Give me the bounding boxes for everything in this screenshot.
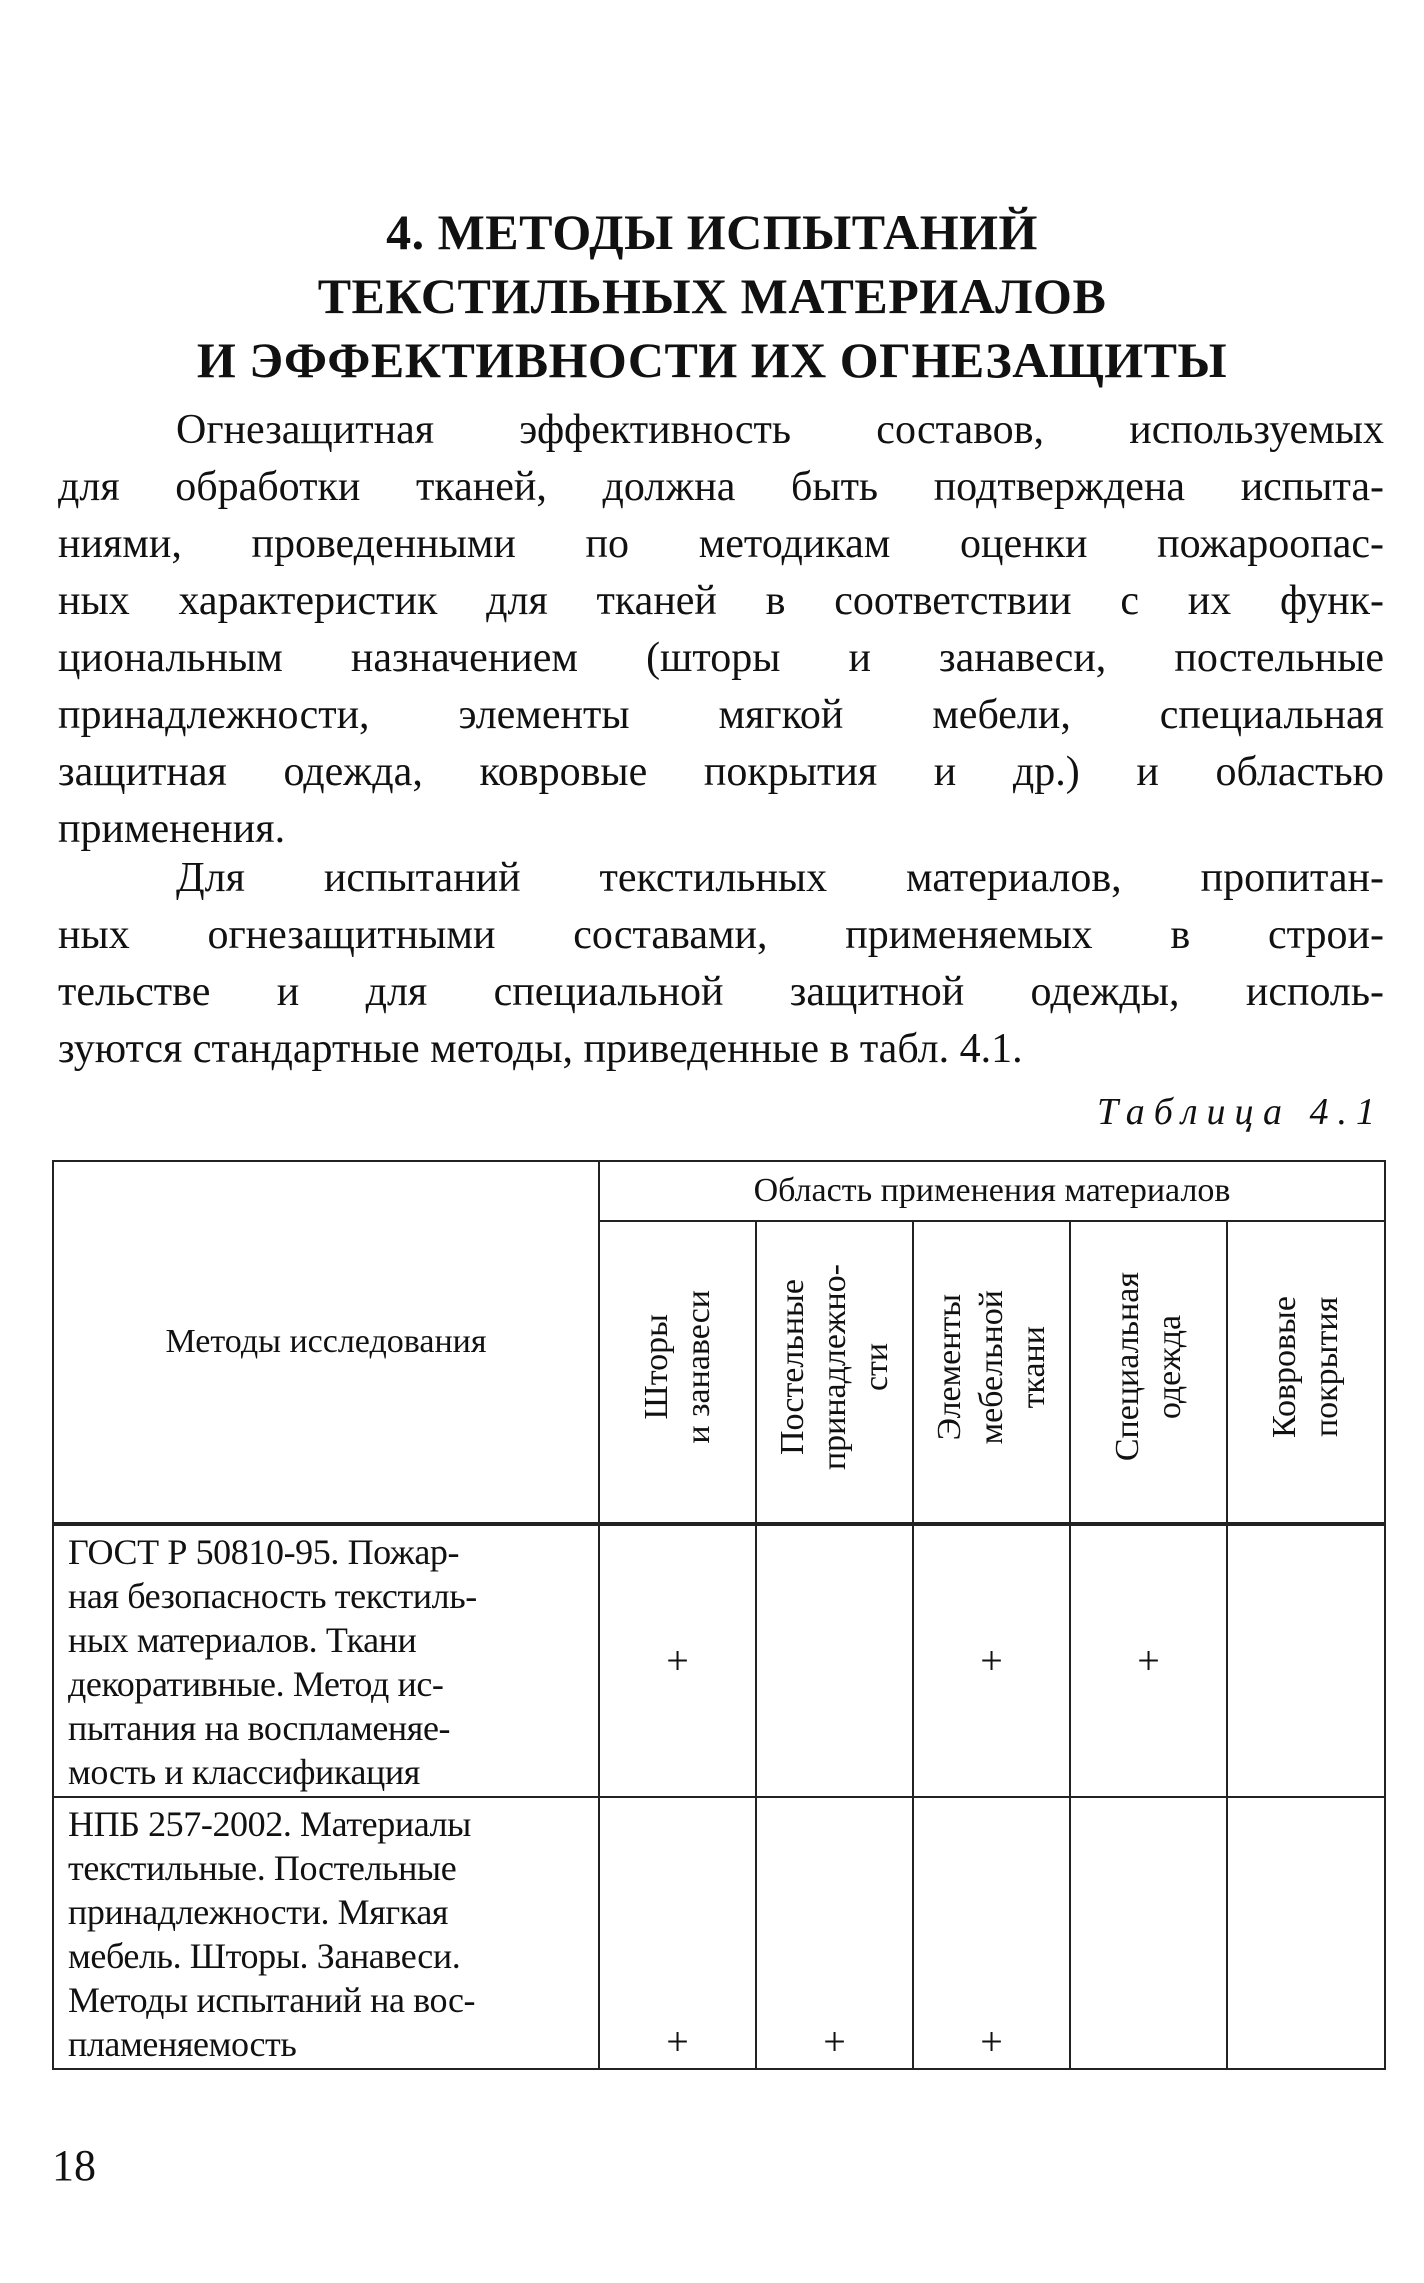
table-row [53, 1797, 1385, 2069]
heading-line: И ЭФФЕКТИВНОСТИ ИХ ОГНЕЗАЩИТЫ [196, 332, 1228, 388]
heading-line: ТЕКСТИЛЬНЫХ МАТЕРИАЛОВ [317, 268, 1107, 324]
column-header-line: Ковровые [1266, 1295, 1304, 1439]
table-row [53, 1524, 1385, 1797]
paragraph-line: ных характеристик для тканей в соответствии с их функ- [58, 578, 1384, 624]
table-header-row [53, 1161, 1385, 1221]
column-header-line: мебельной [972, 1289, 1010, 1445]
column-header [1227, 1221, 1385, 1524]
table-caption: Таблица 4.1 [1097, 1091, 1384, 1133]
mark-cell: + [599, 1797, 756, 2069]
method-line: ГОСТ Р 50810-95. Пожар- [68, 1532, 460, 1572]
paragraph-line: циональным назначением (шторы и занавеси, постельные [58, 635, 1384, 681]
method-cell [53, 1524, 599, 1797]
page-number: 18 [52, 2141, 96, 2190]
column-header-line: ткани [1014, 1325, 1052, 1409]
paragraph-2 [58, 850, 1384, 1078]
method-line: мебель. Шторы. Занавеси. [68, 1936, 461, 1976]
column-header-line: Специальная [1108, 1272, 1146, 1462]
mark-cell: + [913, 1797, 1070, 2069]
paragraph-line: зуются стандартные методы, приведенные в табл. 4.1. [58, 1026, 1023, 1072]
mark-cell [1070, 1797, 1227, 2069]
method-cell [53, 1797, 599, 2069]
mark-cell [1227, 1524, 1385, 1797]
column-header [599, 1221, 756, 1524]
mark-cell [756, 1524, 913, 1797]
group-header: Область применения материалов [599, 1161, 1385, 1221]
paragraph-line: защитная одежда, ковровые покрытия и др.) и областью [58, 749, 1384, 795]
column-header-line: одежда [1150, 1314, 1188, 1420]
method-line: ных материалов. Ткани [68, 1620, 417, 1660]
paragraph-line: ных огнезащитными составами, применяемых в строи- [58, 912, 1384, 958]
paragraph-line: Огнезащитная эффективность составов, используемых [176, 407, 1384, 453]
paragraph-line: Для испытаний текстильных материалов, пропитан- [176, 855, 1384, 901]
paragraph-1 [58, 402, 1384, 858]
paragraph-line: тельстве и для специальной защитной одежды, исполь- [58, 969, 1384, 1015]
column-header-line: покрытия [1308, 1296, 1346, 1438]
method-line: ная безопасность текстиль- [68, 1576, 477, 1616]
methods-table [52, 1160, 1386, 2070]
method-line: пытания на воспламеняе- [68, 1708, 451, 1748]
mark-cell: + [756, 1797, 913, 2069]
method-line: НПБ 257-2002. Материалы [68, 1804, 471, 1844]
column-header [913, 1221, 1070, 1524]
column-header-line: и занавеси [679, 1290, 717, 1444]
mark-cell [1227, 1797, 1385, 2069]
paragraph-line: для обработки тканей, должна быть подтверждена испыта- [58, 464, 1384, 510]
column-header-line: Шторы [637, 1314, 675, 1420]
mark-cell: + [913, 1524, 1070, 1797]
heading-line: 4. МЕТОДЫ ИСПЫТАНИЙ [386, 204, 1038, 260]
corner-header: Методы исследования [53, 1161, 599, 1524]
paragraph-line: принадлежности, элементы мягкой мебели, специальная [58, 692, 1384, 738]
paragraph-line: применения. [58, 806, 286, 852]
method-line: Методы испытаний на вос- [68, 1980, 476, 2020]
column-header [756, 1221, 913, 1524]
mark-cell: + [599, 1524, 756, 1797]
method-line: принадлежности. Мягкая [68, 1892, 449, 1932]
column-header-line: Элементы [930, 1293, 968, 1441]
paragraph-line: ниями, проведенными по методикам оценки пожароопас- [58, 521, 1384, 567]
mark-cell: + [1070, 1524, 1227, 1797]
column-header-line: Постельные [773, 1278, 811, 1456]
method-line: текстильные. Постельные [68, 1848, 457, 1888]
column-header-line: сти [857, 1342, 895, 1392]
column-header [1070, 1221, 1227, 1524]
method-line: мость и классификация [68, 1752, 420, 1792]
method-line: пламеняемость [68, 2024, 297, 2064]
section-heading [0, 200, 1424, 392]
column-header-line: принадлежно- [815, 1263, 853, 1471]
method-line: декоративные. Метод ис- [68, 1664, 444, 1704]
